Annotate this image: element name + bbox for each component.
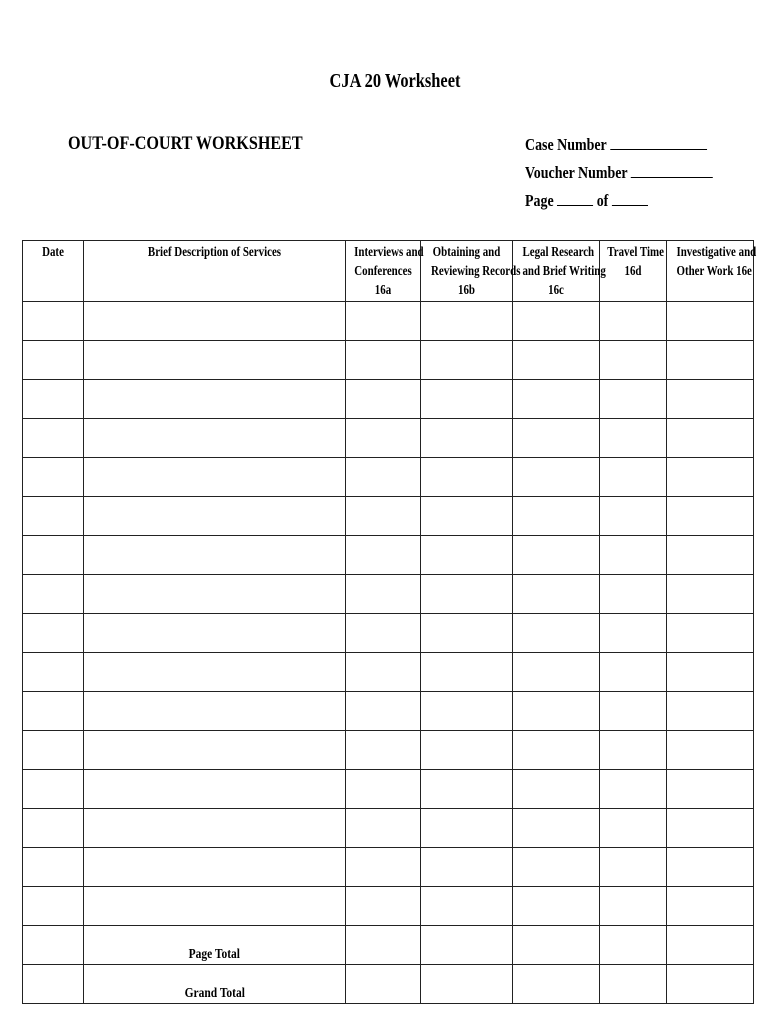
table-row bbox=[23, 770, 754, 809]
page-count-field[interactable] bbox=[612, 191, 648, 206]
table-row bbox=[23, 458, 754, 497]
table-row bbox=[23, 614, 754, 653]
table-cell[interactable] bbox=[84, 341, 346, 380]
page-number-field[interactable] bbox=[557, 191, 593, 206]
worksheet-table bbox=[22, 240, 757, 1004]
table-cell[interactable] bbox=[346, 692, 421, 731]
table-cell[interactable] bbox=[23, 341, 84, 380]
header-row bbox=[23, 241, 754, 302]
table-cell[interactable] bbox=[23, 848, 84, 887]
table-cell[interactable] bbox=[513, 770, 600, 809]
table-cell[interactable] bbox=[513, 809, 600, 848]
table-cell[interactable] bbox=[346, 809, 421, 848]
table-cell[interactable] bbox=[513, 536, 600, 575]
page-number-line bbox=[525, 191, 648, 211]
table-cell[interactable] bbox=[23, 458, 84, 497]
table-cell[interactable] bbox=[84, 380, 346, 419]
table-cell[interactable] bbox=[600, 653, 667, 692]
table-row bbox=[23, 848, 754, 887]
table-cell[interactable] bbox=[667, 302, 754, 341]
table-cell[interactable] bbox=[421, 575, 513, 614]
table-cell[interactable] bbox=[600, 302, 667, 341]
voucher-number-label: Voucher Number bbox=[525, 163, 628, 182]
table-cell[interactable] bbox=[421, 341, 513, 380]
table-cell[interactable] bbox=[23, 497, 84, 536]
header-16c: Legal Research and Brief Writing 16c bbox=[513, 241, 600, 302]
case-number-label: Case Number bbox=[525, 135, 607, 154]
table-cell[interactable] bbox=[346, 536, 421, 575]
table-cell[interactable] bbox=[421, 770, 513, 809]
table-cell[interactable] bbox=[346, 653, 421, 692]
table-cell[interactable] bbox=[346, 575, 421, 614]
table-cell[interactable] bbox=[513, 926, 600, 965]
table-cell[interactable] bbox=[667, 536, 754, 575]
table-cell[interactable] bbox=[667, 692, 754, 731]
table-cell[interactable] bbox=[667, 809, 754, 848]
table-row bbox=[23, 380, 754, 419]
table-cell[interactable] bbox=[600, 770, 667, 809]
table-cell[interactable] bbox=[667, 575, 754, 614]
table-cell[interactable] bbox=[600, 926, 667, 965]
header-16b: Obtaining and Reviewing Records 16b bbox=[421, 241, 513, 302]
table-cell[interactable] bbox=[84, 497, 346, 536]
worksheet-subtitle: OUT-OF-COURT WORKSHEET bbox=[68, 133, 303, 154]
page-label: Page bbox=[525, 191, 554, 210]
table-cell[interactable] bbox=[84, 536, 346, 575]
header-16e: Investigative and Other Work 16e bbox=[667, 241, 754, 302]
table-cell[interactable] bbox=[421, 809, 513, 848]
table-cell[interactable] bbox=[346, 302, 421, 341]
table-cell[interactable] bbox=[421, 926, 513, 965]
table-row bbox=[23, 419, 754, 458]
table-cell[interactable] bbox=[513, 497, 600, 536]
table-cell[interactable] bbox=[84, 887, 346, 926]
table-cell[interactable] bbox=[23, 965, 84, 1004]
table-cell[interactable] bbox=[421, 380, 513, 419]
table-cell[interactable] bbox=[600, 341, 667, 380]
case-number-line bbox=[525, 135, 707, 155]
table-cell[interactable] bbox=[667, 653, 754, 692]
table-cell[interactable] bbox=[84, 302, 346, 341]
table-cell[interactable] bbox=[84, 419, 346, 458]
table-cell[interactable] bbox=[23, 926, 84, 965]
page-total-row bbox=[23, 926, 754, 965]
table-cell[interactable] bbox=[421, 692, 513, 731]
table-cell[interactable] bbox=[84, 458, 346, 497]
table-cell[interactable] bbox=[23, 419, 84, 458]
table-cell[interactable] bbox=[23, 536, 84, 575]
table-cell[interactable] bbox=[421, 614, 513, 653]
table-cell[interactable] bbox=[421, 419, 513, 458]
voucher-number-line bbox=[525, 163, 713, 183]
page-total-label: Page Total bbox=[84, 926, 346, 965]
table-cell[interactable] bbox=[346, 926, 421, 965]
table-cell[interactable] bbox=[667, 848, 754, 887]
table-cell[interactable] bbox=[84, 848, 346, 887]
table-cell[interactable] bbox=[600, 809, 667, 848]
table-cell[interactable] bbox=[667, 497, 754, 536]
table-cell[interactable] bbox=[346, 380, 421, 419]
table-cell[interactable] bbox=[346, 458, 421, 497]
table-cell[interactable] bbox=[513, 302, 600, 341]
table-cell[interactable] bbox=[600, 692, 667, 731]
table-cell[interactable] bbox=[600, 731, 667, 770]
table-row bbox=[23, 887, 754, 926]
table-cell[interactable] bbox=[346, 770, 421, 809]
table-cell[interactable] bbox=[421, 848, 513, 887]
table-row bbox=[23, 575, 754, 614]
table-cell[interactable] bbox=[421, 302, 513, 341]
table-cell[interactable] bbox=[513, 419, 600, 458]
table-cell[interactable] bbox=[513, 848, 600, 887]
table-cell[interactable] bbox=[346, 497, 421, 536]
table-cell[interactable] bbox=[600, 497, 667, 536]
table-cell[interactable] bbox=[421, 731, 513, 770]
table-cell[interactable] bbox=[346, 965, 421, 1004]
grand-total-row bbox=[23, 965, 754, 1004]
table-cell[interactable] bbox=[600, 380, 667, 419]
table-cell[interactable] bbox=[513, 965, 600, 1004]
worksheet-rows bbox=[23, 302, 754, 1004]
header-date: Date bbox=[23, 241, 84, 302]
grand-total-label: Grand Total bbox=[84, 965, 346, 1004]
table-cell[interactable] bbox=[600, 614, 667, 653]
table-cell[interactable] bbox=[421, 887, 513, 926]
table-cell[interactable] bbox=[600, 848, 667, 887]
table-cell[interactable] bbox=[513, 692, 600, 731]
table-cell[interactable] bbox=[421, 965, 513, 1004]
table-cell[interactable] bbox=[667, 380, 754, 419]
table-cell[interactable] bbox=[23, 731, 84, 770]
table-cell[interactable] bbox=[84, 770, 346, 809]
table-cell[interactable] bbox=[23, 809, 84, 848]
table-cell[interactable] bbox=[513, 380, 600, 419]
table-cell[interactable] bbox=[84, 731, 346, 770]
table-cell[interactable] bbox=[346, 848, 421, 887]
table-cell[interactable] bbox=[600, 965, 667, 1004]
table-cell[interactable] bbox=[346, 614, 421, 653]
table-cell[interactable] bbox=[421, 458, 513, 497]
table-cell[interactable] bbox=[513, 653, 600, 692]
table-cell[interactable] bbox=[513, 341, 600, 380]
header-16d: Travel Time 16d bbox=[600, 241, 667, 302]
table-cell[interactable] bbox=[23, 887, 84, 926]
table-row bbox=[23, 536, 754, 575]
table-cell[interactable] bbox=[513, 731, 600, 770]
header-description: Brief Description of Services bbox=[84, 241, 346, 302]
table-cell[interactable] bbox=[84, 692, 346, 731]
table-cell[interactable] bbox=[84, 653, 346, 692]
table-cell[interactable] bbox=[84, 614, 346, 653]
table-cell[interactable] bbox=[513, 575, 600, 614]
page-of-label: of bbox=[596, 191, 609, 210]
table-cell[interactable] bbox=[600, 887, 667, 926]
table-cell[interactable] bbox=[346, 887, 421, 926]
table-cell[interactable] bbox=[667, 341, 754, 380]
table-cell[interactable] bbox=[667, 887, 754, 926]
table-cell[interactable] bbox=[346, 419, 421, 458]
table-cell[interactable] bbox=[23, 380, 84, 419]
table-cell[interactable] bbox=[23, 770, 84, 809]
table-cell[interactable] bbox=[513, 887, 600, 926]
table-cell[interactable] bbox=[23, 614, 84, 653]
voucher-number-field[interactable] bbox=[631, 163, 713, 178]
table-cell[interactable] bbox=[23, 575, 84, 614]
table-cell[interactable] bbox=[346, 731, 421, 770]
table-row bbox=[23, 497, 754, 536]
table-cell[interactable] bbox=[600, 536, 667, 575]
table-cell[interactable] bbox=[667, 614, 754, 653]
table-cell[interactable] bbox=[23, 302, 84, 341]
header-16a: Interviews and Conferences 16a bbox=[346, 241, 421, 302]
table-cell[interactable] bbox=[513, 614, 600, 653]
table-cell[interactable] bbox=[600, 575, 667, 614]
table-cell[interactable] bbox=[421, 536, 513, 575]
table-cell[interactable] bbox=[84, 809, 346, 848]
table-cell[interactable] bbox=[346, 341, 421, 380]
table-cell[interactable] bbox=[421, 497, 513, 536]
table-row bbox=[23, 809, 754, 848]
table-cell[interactable] bbox=[600, 419, 667, 458]
table-cell[interactable] bbox=[667, 965, 754, 1004]
table-cell[interactable] bbox=[600, 458, 667, 497]
table-cell[interactable] bbox=[23, 692, 84, 731]
table-cell[interactable] bbox=[667, 458, 754, 497]
table-cell[interactable] bbox=[667, 419, 754, 458]
table-cell[interactable] bbox=[421, 653, 513, 692]
table-cell[interactable] bbox=[23, 653, 84, 692]
worksheet-title: CJA 20 Worksheet bbox=[329, 70, 461, 92]
table-cell[interactable] bbox=[667, 926, 754, 965]
table-cell[interactable] bbox=[667, 770, 754, 809]
table-cell[interactable] bbox=[667, 731, 754, 770]
table-row bbox=[23, 341, 754, 380]
table-row bbox=[23, 302, 754, 341]
table-row bbox=[23, 653, 754, 692]
table-row bbox=[23, 692, 754, 731]
table-row bbox=[23, 731, 754, 770]
table-cell[interactable] bbox=[84, 575, 346, 614]
case-number-field[interactable] bbox=[610, 135, 707, 150]
table-cell[interactable] bbox=[513, 458, 600, 497]
